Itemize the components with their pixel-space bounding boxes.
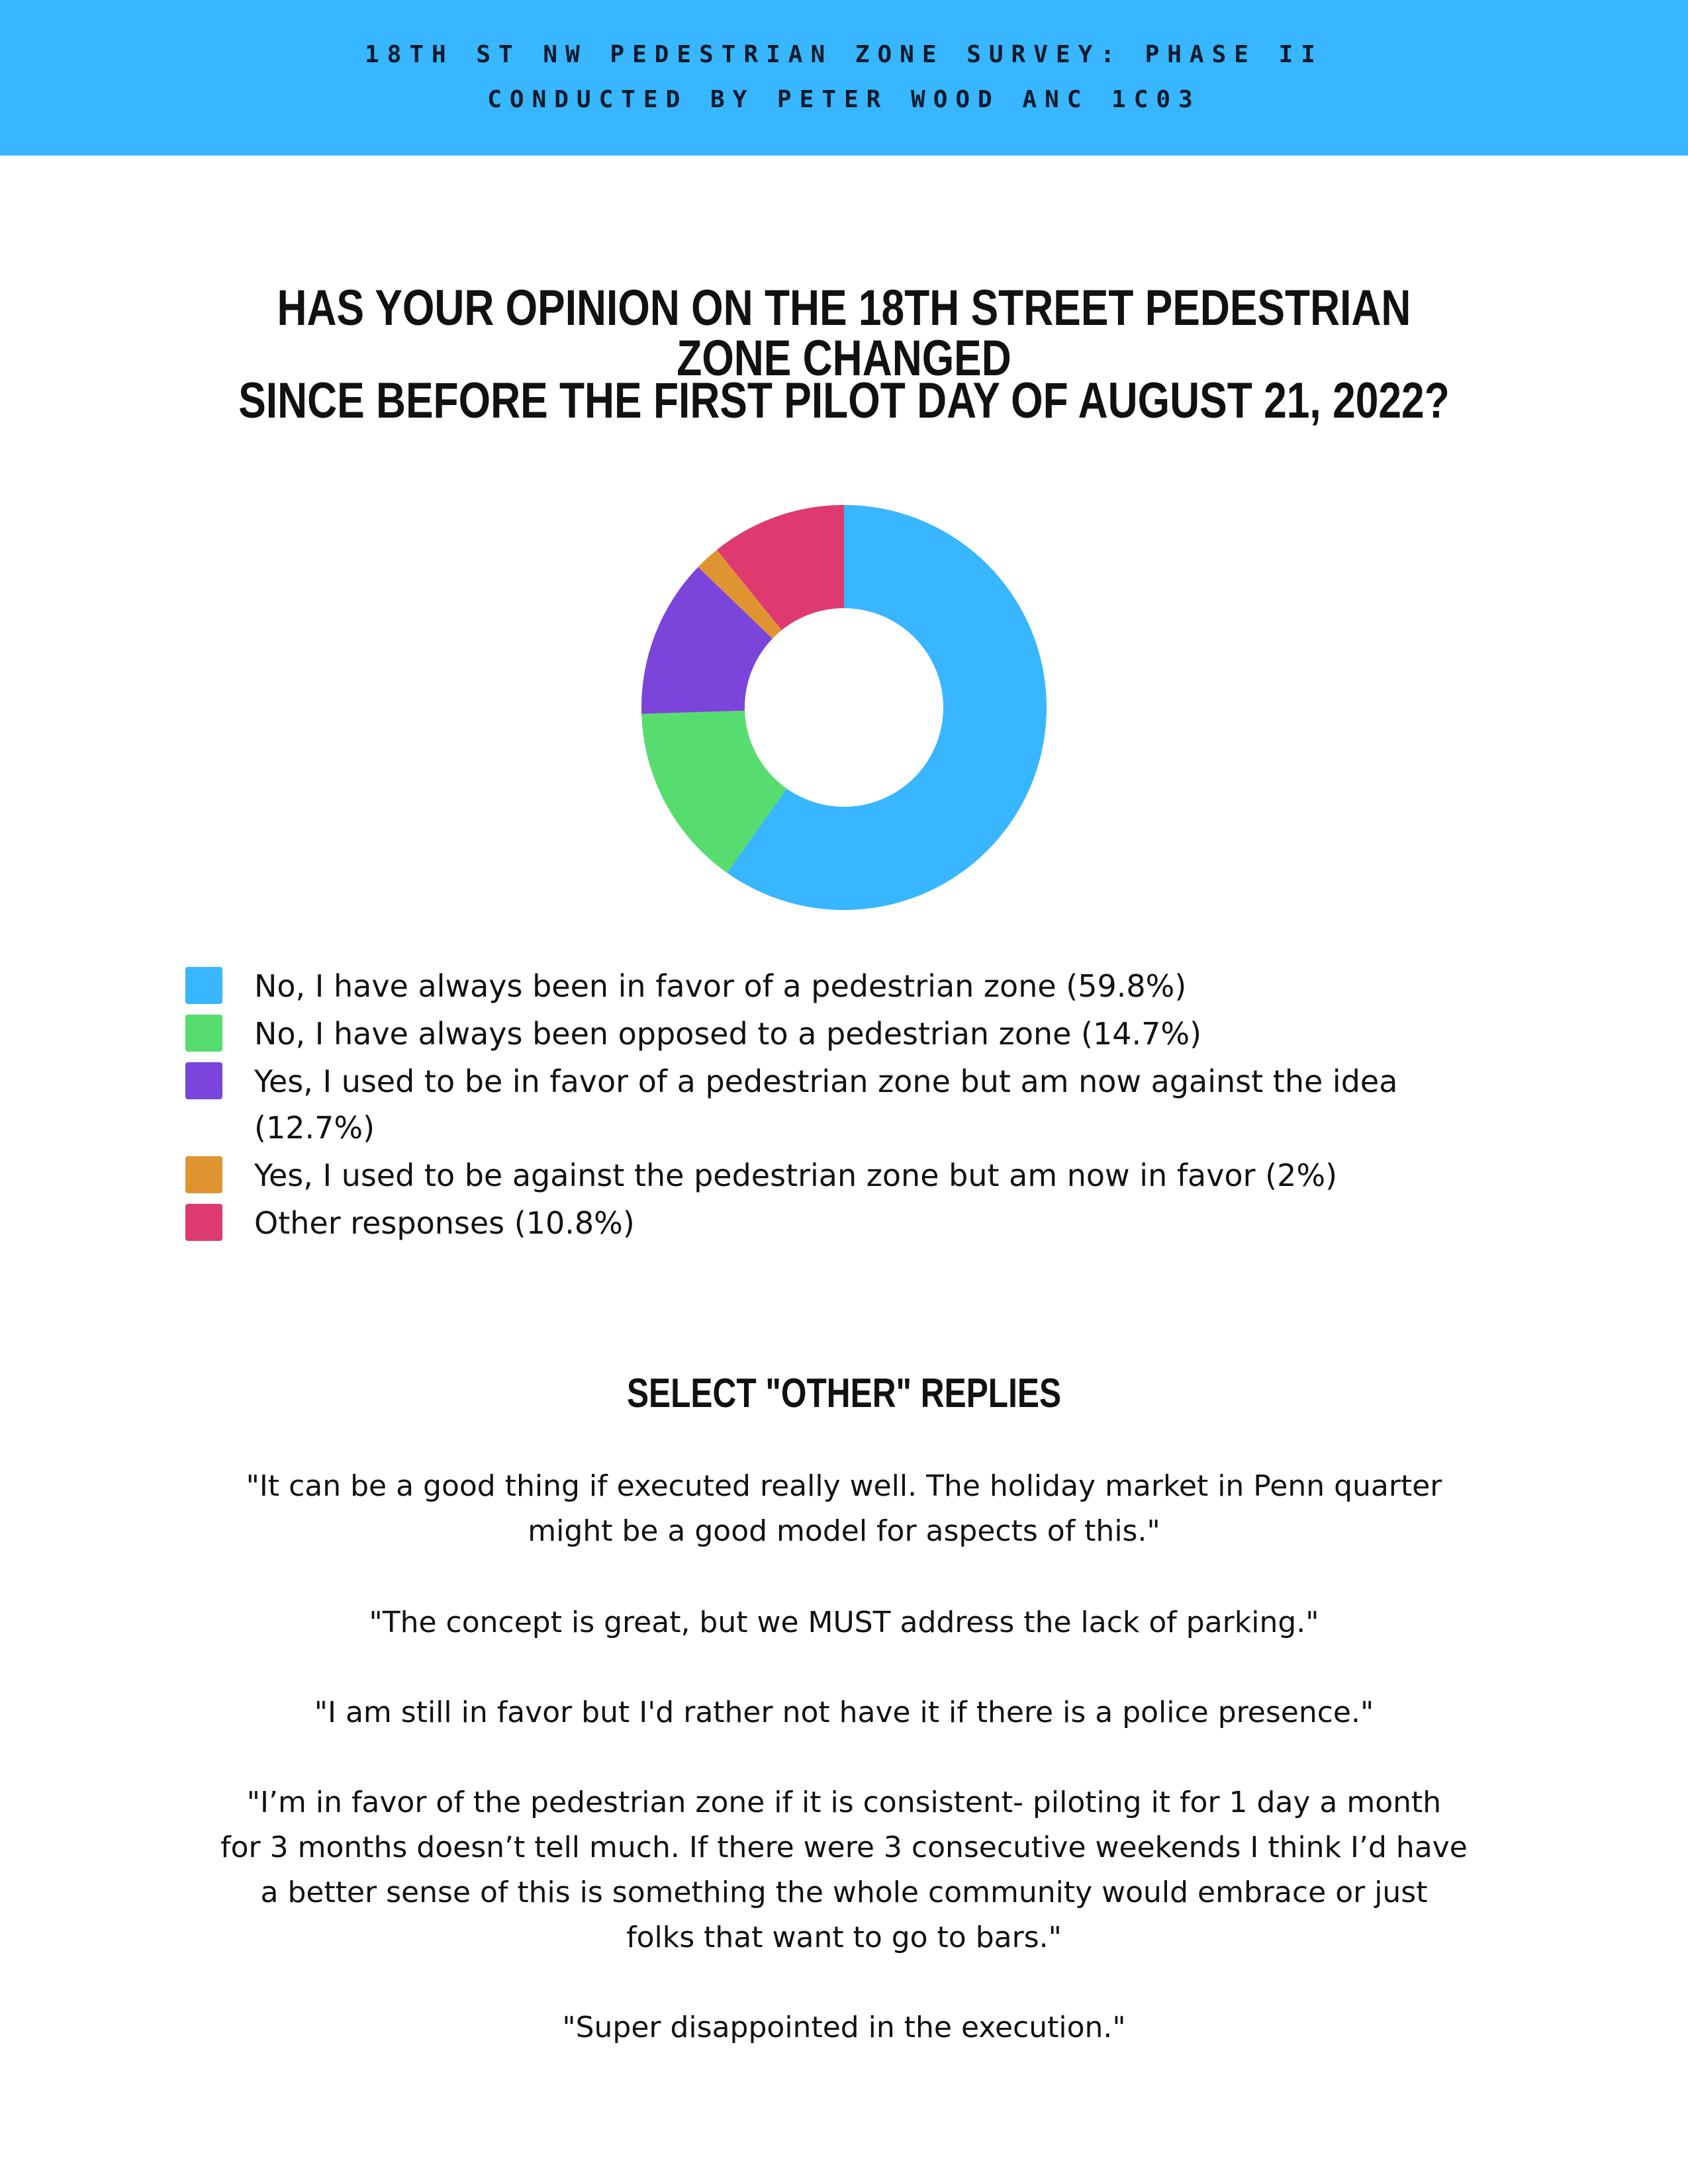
- legend-swatch: [185, 1062, 222, 1099]
- legend-label: Yes, I used to be against the pedestrian zone but am now in favor (2%): [254, 1158, 1338, 1193]
- reply-3: [212, 1690, 1476, 1735]
- reply-line: a better sense of this is something the whole community would embrace or just: [260, 1876, 1428, 1909]
- donut-svg: [634, 498, 1054, 917]
- legend-swatch: [185, 1015, 222, 1052]
- legend-label: No, I have always been in favor of a pedestrian zone (59.8%): [254, 968, 1187, 1004]
- reply-line: "The concept is great, but we MUST address the lack of parking.": [369, 1606, 1319, 1639]
- reply-2: [212, 1600, 1476, 1645]
- legend-swatch: [185, 967, 222, 1004]
- donut-chart: [634, 498, 1054, 917]
- header-band: [0, 0, 1688, 156]
- legend-label: Other responses (10.8%): [254, 1205, 635, 1241]
- reply-4: [212, 1780, 1476, 1960]
- question-line-2: SINCE BEFORE THE FIRST PILOT DAY OF AUGUST 21, 2022?: [238, 373, 1450, 429]
- reply-5: [212, 2005, 1476, 2050]
- reply-line: for 3 months doesn’t tell much. If there were 3 consecutive weekends I think I’d have: [220, 1831, 1468, 1864]
- other-replies-title: SELECT "OTHER" REPLIES: [626, 1371, 1062, 1416]
- reply-line: "Super disappointed in the execution.": [562, 2011, 1126, 2044]
- question-line-1: HAS YOUR OPINION ON THE 18TH STREET PEDESTRIAN ZONE CHANGED: [277, 280, 1411, 387]
- reply-line: "It can be a good thing if executed really well. The holiday market in Penn quarter: [246, 1469, 1442, 1503]
- legend-label: Yes, I used to be in favor of a pedestrian zone but am now against the idea (12.7%): [254, 1064, 1398, 1146]
- reply-line: might be a good model for aspects of this.": [528, 1514, 1160, 1548]
- reply-line: "I am still in favor but I'd rather not have it if there is a police presence.": [314, 1696, 1374, 1729]
- legend-swatch: [185, 1156, 222, 1193]
- reply-line: folks that want to go to bars.": [626, 1921, 1062, 1954]
- survey-title: 18TH ST NW PEDESTRIAN ZONE SURVEY: PHASE II: [365, 41, 1323, 68]
- reply-line: "I’m in favor of the pedestrian zone if it is consistent- piloting it for 1 day a month: [246, 1786, 1442, 1819]
- legend-label: No, I have always been opposed to a pedestrian zone (14.7%): [254, 1016, 1202, 1052]
- survey-author: CONDUCTED BY PETER WOOD ANC 1C03: [487, 86, 1201, 113]
- legend-swatch: [185, 1204, 222, 1241]
- reply-1: [212, 1464, 1476, 1554]
